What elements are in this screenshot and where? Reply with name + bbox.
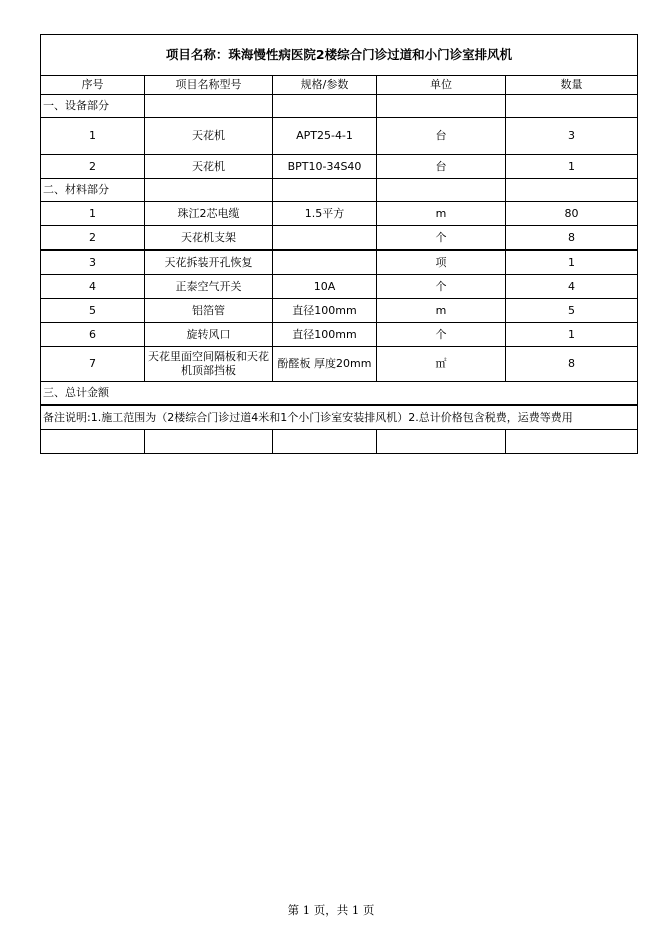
remark-row (41, 405, 638, 430)
empty-row (41, 430, 638, 454)
quotation-table (40, 34, 638, 454)
project-title: 项目名称：珠海慢性病医院2楼综合门诊过道和小门诊室排风机 (41, 35, 638, 76)
header-row (41, 76, 638, 95)
section-row (41, 179, 638, 202)
table-row: 7 天花里面空间隔板和天花机顶部挡板 酚醛板 厚度20mm ㎡ 8 (41, 347, 638, 382)
header-unit: 单位 (377, 76, 506, 95)
header-name: 项目名称型号 (145, 76, 273, 95)
table-row: 1 珠江2芯电缆 1.5平方 m 80 (41, 202, 638, 226)
table-row: 4 正泰空气开关 10A 个 4 (41, 275, 638, 299)
table-row: 1 天花机 APT25-4-1 台 3 (41, 118, 638, 155)
table-row: 2 天花机支架 个 8 (41, 226, 638, 251)
page-footer: 第 1 页，共 1 页 (287, 903, 375, 917)
total-row (41, 382, 638, 406)
quotation-sheet (40, 34, 637, 454)
table-row: 5 铝箔管 直径100mm m 5 (41, 299, 638, 323)
remark-text: 备注说明:1.施工范围为（2楼综合门诊过道4米和1个小门诊室安装排风机）2.总计价格包含税费，运费等费用 (41, 405, 638, 430)
header-qty: 数量 (506, 76, 638, 95)
header-no: 序号 (41, 76, 145, 95)
section-total: 三、总计金额 (41, 382, 638, 406)
table-row: 3 天花拆装开孔恢复 项 1 (41, 250, 638, 275)
section-row (41, 95, 638, 118)
table-row: 2 天花机 BPT10-34S40 台 1 (41, 155, 638, 179)
section-equipment: 一、设备部分 (41, 95, 145, 118)
header-spec: 规格/参数 (273, 76, 377, 95)
table-row: 6 旋转风口 直径100mm 个 1 (41, 323, 638, 347)
section-materials: 二、材料部分 (41, 179, 145, 202)
